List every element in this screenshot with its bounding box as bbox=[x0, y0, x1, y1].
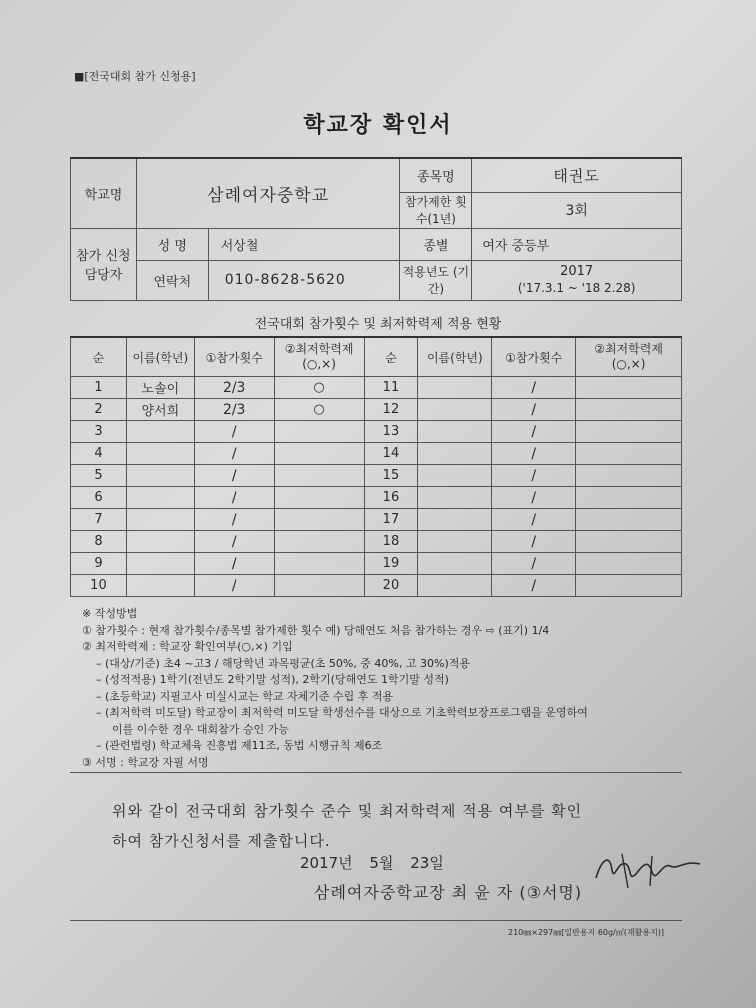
participation-count: / bbox=[194, 553, 274, 575]
notes-line: – (초등학교) 지필고사 미실시교는 학교 자체기준 수립 후 적용 bbox=[96, 689, 394, 703]
min-academic-check bbox=[576, 531, 682, 553]
row-number: 8 bbox=[71, 531, 127, 553]
limit-label: 참가제한 횟수(1년) bbox=[400, 192, 472, 228]
table-row bbox=[71, 377, 682, 399]
student-name bbox=[418, 575, 492, 597]
table-row bbox=[71, 487, 682, 509]
student-name bbox=[418, 421, 492, 443]
student-name: 양서희 bbox=[126, 399, 194, 421]
school-name: 삼례여자중학교 bbox=[136, 158, 400, 228]
year-value: 2017 bbox=[560, 264, 594, 279]
min-academic-check bbox=[274, 575, 364, 597]
participation-count: / bbox=[492, 465, 576, 487]
header-cell: 이름(학년) bbox=[126, 337, 194, 377]
participation-count: / bbox=[194, 575, 274, 597]
table-row bbox=[71, 553, 682, 575]
row-number: 20 bbox=[364, 575, 418, 597]
participation-count: / bbox=[194, 421, 274, 443]
participation-count: / bbox=[492, 531, 576, 553]
participation-count: 2/3 bbox=[194, 377, 274, 399]
notes-line: 이를 이수한 경우 대회참가 승인 가능 bbox=[112, 722, 289, 736]
table-row bbox=[71, 421, 682, 443]
participation-count: / bbox=[194, 531, 274, 553]
student-name bbox=[418, 553, 492, 575]
limit-value: 3회 bbox=[472, 192, 682, 228]
row-number: 15 bbox=[364, 465, 418, 487]
header-cell: 이름(학년) bbox=[418, 337, 492, 377]
student-name bbox=[418, 487, 492, 509]
header-cell: ②최저학력제 (○,×) bbox=[274, 337, 364, 377]
table-row bbox=[71, 443, 682, 465]
row-number: 14 bbox=[364, 443, 418, 465]
contact-label: 연락처 bbox=[136, 260, 208, 300]
min-academic-check: ○ bbox=[274, 399, 364, 421]
divider bbox=[70, 920, 682, 921]
row-number: 16 bbox=[364, 487, 418, 509]
info-table bbox=[70, 157, 682, 301]
participation-count: / bbox=[492, 575, 576, 597]
min-academic-check bbox=[576, 465, 682, 487]
row-number: 18 bbox=[364, 531, 418, 553]
student-name bbox=[126, 509, 194, 531]
participation-count: / bbox=[492, 377, 576, 399]
min-academic-check bbox=[274, 465, 364, 487]
header-tag: ■[전국대회 참가 신청용] bbox=[74, 70, 196, 83]
student-name bbox=[126, 421, 194, 443]
min-academic-check bbox=[274, 421, 364, 443]
student-name bbox=[126, 465, 194, 487]
participation-count: / bbox=[492, 443, 576, 465]
participation-count: / bbox=[492, 487, 576, 509]
manager-label: 참가 신청 담당자 bbox=[71, 228, 137, 300]
instructions bbox=[82, 606, 588, 771]
min-academic-check bbox=[274, 487, 364, 509]
student-name bbox=[418, 377, 492, 399]
student-name bbox=[418, 443, 492, 465]
name-value: 서상철 bbox=[208, 228, 400, 260]
notes-line: – (대상/기준) 초4 ~고3 / 해당학년 과목평균(초 50%, 중 40%, 고 30%)적용 bbox=[96, 656, 470, 670]
header-cell: ①참가횟수 bbox=[194, 337, 274, 377]
row-number: 3 bbox=[71, 421, 127, 443]
student-name bbox=[126, 487, 194, 509]
contact-value: 010-8628-5620 bbox=[208, 260, 400, 300]
min-academic-check bbox=[274, 509, 364, 531]
notes-line: ② 최저학력제 : 학교장 확인여부(○,×) 기입 bbox=[82, 640, 293, 653]
participation-table bbox=[70, 336, 682, 597]
min-academic-check bbox=[576, 553, 682, 575]
divider bbox=[70, 772, 682, 773]
event-label: 종목명 bbox=[400, 158, 472, 192]
declaration-line: 하여 참가신청서를 제출합니다. bbox=[112, 832, 331, 850]
year-label: 적용년도 (기간) bbox=[400, 260, 472, 300]
notes-line: – (관련법령) 학교체육 진흥법 제11조, 동법 시행규칙 제6조 bbox=[96, 739, 383, 752]
row-number: 12 bbox=[364, 399, 418, 421]
row-number: 11 bbox=[364, 377, 418, 399]
table-row bbox=[71, 465, 682, 487]
row-number: 10 bbox=[71, 575, 127, 597]
notes-title: ※ 작성방법 bbox=[82, 607, 138, 620]
table-row bbox=[71, 575, 682, 597]
participation-count: / bbox=[194, 509, 274, 531]
signer: 삼례여자중학교장 최 윤 자 (③서명) bbox=[314, 883, 583, 902]
min-academic-check bbox=[576, 487, 682, 509]
min-academic-check bbox=[274, 443, 364, 465]
row-number: 1 bbox=[71, 377, 127, 399]
student-name bbox=[126, 575, 194, 597]
row-number: 17 bbox=[364, 509, 418, 531]
min-academic-check: ○ bbox=[274, 377, 364, 399]
row-number: 7 bbox=[71, 509, 127, 531]
row-number: 4 bbox=[71, 443, 127, 465]
student-name bbox=[418, 509, 492, 531]
notes-line: ① 참가횟수 : 현재 참가횟수/종목별 참가제한 횟수 예) 당해연도 처음 참가하는 경우 ⇨ (표기) 1/4 bbox=[82, 623, 550, 637]
row-number: 13 bbox=[364, 421, 418, 443]
table-row bbox=[71, 531, 682, 553]
row-number: 19 bbox=[364, 553, 418, 575]
table-row bbox=[71, 509, 682, 531]
school-label: 학교명 bbox=[71, 158, 137, 228]
category-value: 여자 중등부 bbox=[472, 228, 682, 260]
row-number: 6 bbox=[71, 487, 127, 509]
min-academic-check bbox=[576, 443, 682, 465]
min-academic-check bbox=[576, 421, 682, 443]
declaration-line: 위와 같이 전국대회 참가횟수 준수 및 최저학력제 적용 여부를 확인 bbox=[112, 802, 583, 820]
event-value: 태권도 bbox=[472, 158, 682, 192]
header-cell: ②최저학력제 (○,×) bbox=[576, 337, 682, 377]
student-name bbox=[126, 553, 194, 575]
section-title: 전국대회 참가횟수 및 최저학력제 적용 현황 bbox=[254, 317, 502, 332]
min-academic-check bbox=[274, 553, 364, 575]
period-value: ('17.3.1 ~ '18 2.28) bbox=[517, 281, 636, 295]
name-label: 성 명 bbox=[136, 228, 208, 260]
student-name bbox=[418, 531, 492, 553]
table-row bbox=[71, 399, 682, 421]
declaration bbox=[112, 796, 582, 856]
participation-count: / bbox=[194, 465, 274, 487]
min-academic-check bbox=[576, 377, 682, 399]
row-number: 5 bbox=[71, 465, 127, 487]
participation-count: / bbox=[492, 509, 576, 531]
footer-note: 210㎜×297㎜[일반용지 60g/㎡(재활용지)] bbox=[508, 928, 665, 937]
min-academic-check bbox=[576, 509, 682, 531]
student-name bbox=[418, 399, 492, 421]
date: 2017년 5월 23일 bbox=[300, 854, 444, 872]
notes-line: – (최저학력 미도달) 학교장이 최저학력 미도달 학생선수를 대상으로 기초학력보장프로그램을 운영하여 bbox=[96, 706, 588, 719]
min-academic-check bbox=[274, 531, 364, 553]
participation-count: / bbox=[194, 443, 274, 465]
participation-count: 2/3 bbox=[194, 399, 274, 421]
header-cell: 순 bbox=[71, 337, 127, 377]
participation-count: / bbox=[492, 399, 576, 421]
participation-count: / bbox=[492, 553, 576, 575]
notes-line: ③ 서명 : 학교장 자필 서명 bbox=[82, 755, 209, 769]
page-title: 학교장 확인서 bbox=[303, 113, 453, 138]
signature-scribble bbox=[592, 848, 712, 894]
row-number: 2 bbox=[71, 399, 127, 421]
min-academic-check bbox=[576, 399, 682, 421]
student-name: 노솔이 bbox=[126, 377, 194, 399]
student-name bbox=[126, 531, 194, 553]
participation-count: / bbox=[492, 421, 576, 443]
header-cell: ①참가횟수 bbox=[492, 337, 576, 377]
row-number: 9 bbox=[71, 553, 127, 575]
student-name bbox=[418, 465, 492, 487]
participation-count: / bbox=[194, 487, 274, 509]
header-cell: 순 bbox=[364, 337, 418, 377]
notes-line: – (성적적용) 1학기(전년도 2학기말 성적), 2학기(당해연도 1학기말 성적) bbox=[96, 673, 449, 686]
student-name bbox=[126, 443, 194, 465]
category-label: 종별 bbox=[400, 228, 472, 260]
min-academic-check bbox=[576, 575, 682, 597]
